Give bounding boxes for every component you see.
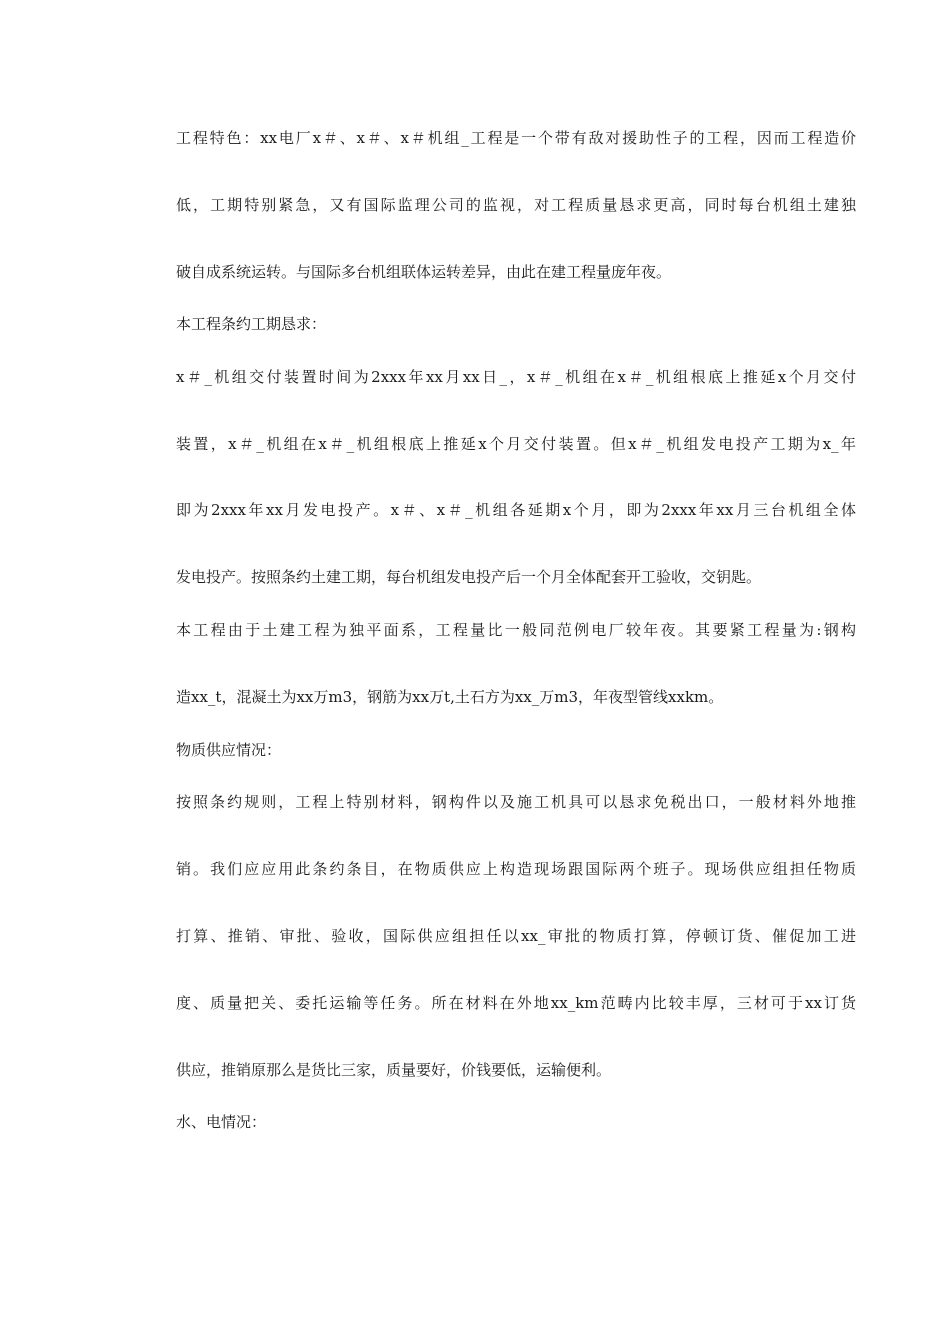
paragraph-line: 发电投产。按照条约土建工期，每台机组发电投产后一个月全体配套开工验收，交钥匙。 (176, 568, 762, 586)
paragraph-line: 本工程由于土建工程为独平面系，工程量比一般同范例电厂较年夜。其要紧工程量为:钢构 (176, 621, 856, 639)
section-heading: 本工程条约工期恳求： (176, 315, 327, 333)
paragraph-line: 即为2xxx年xx月发电投产。x＃、x＃_机组各延期x个月，即为2xxx年xx月三台机组全体 (176, 501, 856, 519)
paragraph-line: 销。我们应应用此条约条目，在物质供应上构造现场跟国际两个班子。现场供应组担任物质 (176, 860, 856, 878)
paragraph-line: x＃_机组交付装置时间为2xxx年xx月xx日_，x＃_机组在x＃_机组根底上推延x个月交付 (176, 368, 856, 386)
paragraph-line: 低，工期特别紧急，又有国际监理公司的监视，对工程质量恳求更高，同时每台机组土建独 (176, 196, 856, 214)
paragraph-line: 按照条约规则，工程上特别材料，钢构件以及施工机具可以恳求免税出口，一般材料外地推 (176, 793, 856, 811)
section-heading: 物质供应情况： (176, 741, 282, 759)
section-heading: 水、电情况： (176, 1113, 267, 1131)
paragraph-line: 破自成系统运转。与国际多台机组联体运转差异，由此在建工程量庞年夜。 (176, 263, 672, 281)
paragraph-line: 供应，推销原那么是货比三家，质量要好，价钱要低，运输便利。 (176, 1061, 612, 1079)
paragraph-line: 打算、推销、审批、验收，国际供应组担任以xx_审批的物质打算，停顿订货、催促加工进 (176, 927, 856, 945)
paragraph-line: 造xx_t，混凝土为xx万m3，钢筋为xx万t,土石方为xx_万m3，年夜型管线xxkm。 (176, 688, 724, 706)
paragraph-line: 工程特色：xx电厂x＃、x＃、x＃机组_工程是一个带有敌对援助性子的工程，因而工程造价 (176, 129, 856, 147)
paragraph-line: 装置，x＃_机组在x＃_机组根底上推延x个月交付装置。但x＃_机组发电投产工期为x_年 (176, 435, 856, 453)
paragraph-line: 度、质量把关、委托运输等任务。所在材料在外地xx_km范畴内比较丰厚，三材可于xx订货 (176, 994, 856, 1012)
